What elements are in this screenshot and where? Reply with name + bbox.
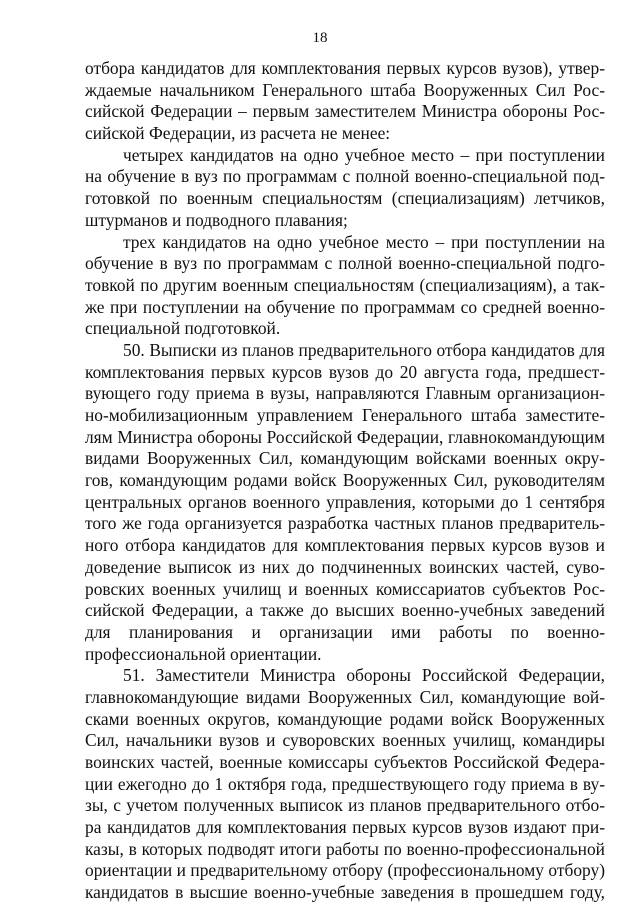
text-line: ждаемые начальником Генерального штаба Вооруженных Сил Рос- [85,79,605,100]
text-line: того же года организуется разработка частных планов предваритель- [85,513,605,534]
text-line: 51. Заместители Министра обороны Российской Федерации, [123,665,605,686]
text-line: сийской Федерации, из расчета не менее: [85,123,391,144]
text-line: обучение в вуз по программам с полной военно-специальной подго- [85,253,605,274]
paragraph-continuation [85,58,605,145]
text-line: главнокомандующие видами Вооруженных Сил, командующие вой- [85,686,605,707]
text-line: для планирования и организации ими работы по военно- [85,621,605,642]
text-line: комплектования первых курсов вузов до 20 августа года, предшест- [85,361,605,382]
text-line: отбора кандидатов для комплектования первых курсов вузов), утвер- [85,58,605,78]
paragraph-item-51 [85,665,605,904]
text-line: специальной подготовкой. [85,318,281,339]
text-line: ориентации и предварительному отбору (профессиональному отбору) [85,860,605,881]
text-line: штурманов и подводного плавания; [85,209,348,230]
paragraph-four-candidates [85,145,605,232]
text-line: кандидатов в высшие военно-учебные заведения в прошедшем году, [85,882,605,903]
text-line: же при поступлении на обучение по программам со средней военно- [85,296,605,317]
text-line: казы, в которых подводят итоги работы по военно-профессиональной [85,838,605,859]
text-line: гов, командующим родами войск Вооруженных Сил, руководителям [85,470,605,491]
text-line: товкой по другим военным специальностям (специализациям), а так- [85,274,605,295]
text-line: четырех кандидатов на одно учебное место – при поступлении [123,144,605,165]
document-body [85,58,605,904]
text-line: ра кандидатов для комплектования первых курсов вузов издают при- [85,817,605,838]
text-line: вующего году приема в вузы, направляются Главным организацион- [85,383,605,404]
text-line: профессиональной ориентации. [85,643,322,664]
text-line: сийской Федерации, а также до высших военно-учебных заведений [85,600,605,621]
text-line: воинских частей, военные комиссары субъектов Российской Федера- [85,752,605,772]
text-line: ции ежегодно до 1 октября года, предшествующего году приема в ву- [85,773,605,794]
text-line: ного отбора кандидатов для комплектования первых курсов вузов и [85,535,605,556]
text-line: но-мобилизационным управлением Генерального штаба заместите- [85,405,605,425]
text-line: ровских военных училищ и военных комиссариатов субъектов Рос- [85,578,605,599]
text-line: сийской Федерации – первым заместителем Министра обороны Рос- [85,101,605,122]
text-line: готовкой по военным специальностям (специализациям) летчиков, [85,188,605,209]
text-line: Сил, начальники вузов и суворовских военных училищ, командиры [85,730,605,751]
paragraph-item-50 [85,340,605,665]
text-line: 50. Выписки из планов предварительного отбора кандидатов для [123,339,605,360]
text-line: сками военных округов, командующие родами войск Вооруженных [85,708,605,729]
text-line: трех кандидатов на одно учебное место – при поступлении на [123,231,605,252]
text-line: видами Вооруженных Сил, командующим войсками военных окру- [85,448,605,469]
text-line: доведение выписок из них до подчиненных воинских частей, суво- [85,556,605,577]
text-line: центральных органов военного управления, которыми до 1 сентября [85,491,605,512]
text-line: на обучение в вуз по программам с полной военно-специальной под- [85,166,605,187]
text-line: зы, с учетом полученных выписок из планов предварительного отбо- [85,795,605,816]
page-number: 18 [312,30,328,46]
paragraph-three-candidates [85,232,605,340]
text-line: лям Министра обороны Российской Федерации, главнокомандующим [85,426,605,447]
